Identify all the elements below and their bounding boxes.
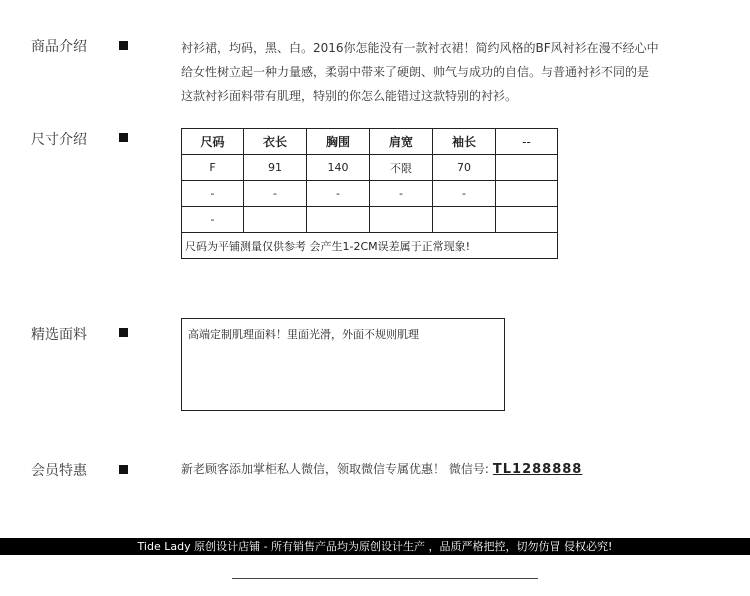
size-cell: - (182, 207, 244, 233)
size-header-cell: 肩宽 (370, 129, 433, 155)
size-cell: 140 (307, 155, 370, 181)
fabric-text: 高端定制肌理面料！里面光滑，外面不规则肌理 (188, 328, 419, 341)
bullet-icon (119, 328, 128, 337)
member-offer-text: 新老顾客添加掌柜私人微信，领取微信专属优惠！ 微信号: (181, 462, 489, 476)
size-note-row (182, 233, 558, 259)
size-cell: 70 (433, 155, 496, 181)
size-cell (370, 207, 433, 233)
footer-banner: Tide Lady 原创设计店铺 - 所有销售产品均为原创设计生产 ，品质严格把控，切勿仿冒 侵权必究! (0, 538, 750, 555)
size-cell (496, 207, 558, 233)
member-label: 会员特惠 (31, 463, 87, 479)
bullet-icon (119, 465, 128, 474)
wechat-id: TL1288888 (492, 462, 583, 477)
size-cell: F (182, 155, 244, 181)
size-header-cell: 尺码 (182, 129, 244, 155)
size-cell: - (244, 181, 307, 207)
size-header-cell: -- (496, 129, 558, 155)
size-header-cell: 胸围 (307, 129, 370, 155)
size-cell (496, 155, 558, 181)
bullet-icon (119, 133, 128, 142)
size-header-cell: 袖长 (433, 129, 496, 155)
size-cell (244, 207, 307, 233)
size-cell: 91 (244, 155, 307, 181)
size-cell: 不限 (370, 155, 433, 181)
product-intro-label: 商品介绍 (31, 39, 87, 55)
member-offer (181, 460, 582, 477)
size-cell: - (307, 181, 370, 207)
table-row (182, 181, 558, 207)
size-cell: - (370, 181, 433, 207)
table-row (182, 155, 558, 181)
size-cell: - (433, 181, 496, 207)
size-cell (496, 181, 558, 207)
bullet-icon (119, 41, 128, 50)
size-table (181, 128, 558, 259)
size-cell (307, 207, 370, 233)
fabric-label: 精选面料 (31, 327, 87, 343)
size-intro-label: 尺寸介绍 (31, 132, 87, 148)
table-row (182, 207, 558, 233)
fabric-box (181, 318, 505, 411)
divider (232, 578, 538, 579)
description-line: 衬衫裙，均码，黑、白。2016你怎能没有一款衬衣裙！简约风格的BF风衬衫在漫不经心中 (181, 41, 659, 55)
size-cell (433, 207, 496, 233)
size-cell: - (182, 181, 244, 207)
size-note: 尺码为平铺测量仅供参考 会产生1-2CM误差属于正常现象! (182, 233, 558, 259)
size-table-header-row (182, 129, 558, 155)
description-line: 给女性树立起一种力量感，柔弱中带来了硬朗、帅气与成功的自信。与普通衬衫不同的是 (181, 65, 650, 79)
size-header-cell: 衣长 (244, 129, 307, 155)
product-description (181, 36, 681, 108)
description-line: 这款衬衫面料带有肌理，特别的你怎么能错过这款特别的衬衫。 (181, 89, 518, 103)
